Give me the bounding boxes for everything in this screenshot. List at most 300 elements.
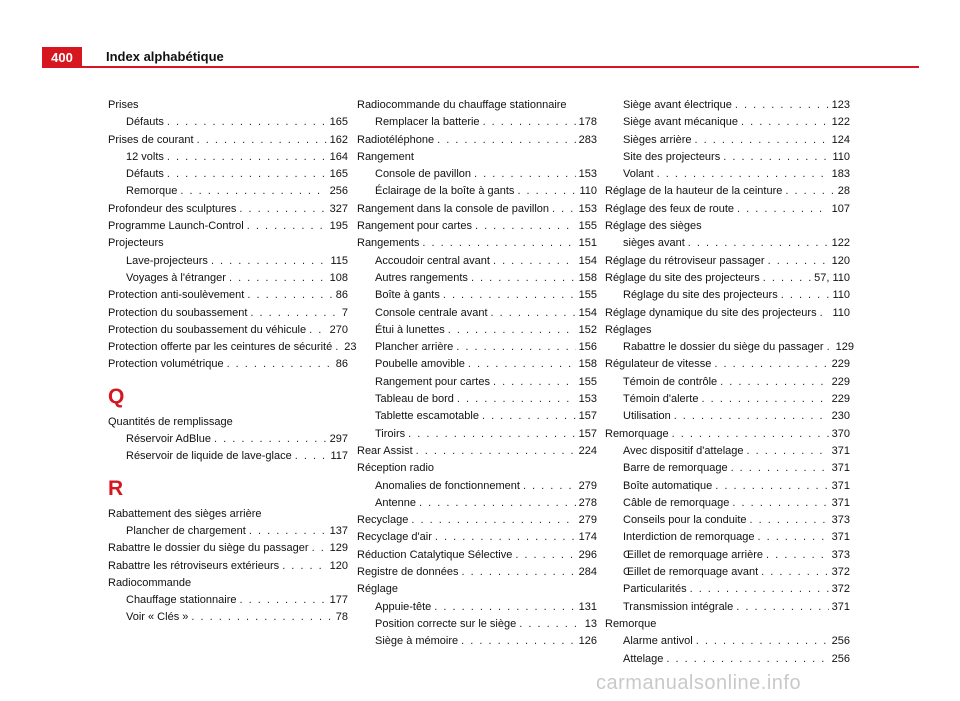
index-subentry — [605, 132, 850, 149]
dot-leader — [474, 166, 576, 183]
entry-page-ref: 86 — [335, 358, 348, 371]
index-subentry — [357, 426, 597, 443]
entry-label: Œillet de remorquage avant — [623, 566, 759, 579]
index-subentry — [357, 374, 597, 391]
index-subentry — [605, 235, 850, 252]
entry-label: Tablette escamotable — [375, 410, 479, 423]
entry-page-ref: 174 — [578, 531, 597, 544]
entry-page-ref: 371 — [831, 600, 850, 613]
index-heading: Remorque — [605, 617, 657, 630]
dot-leader — [763, 270, 811, 287]
dot-leader — [456, 339, 575, 356]
index-entry — [605, 201, 850, 218]
entry-page-ref: 373 — [831, 548, 850, 561]
entry-label: Protection du soubassement du véhicule — [108, 323, 307, 336]
entry-label: Sièges arrière — [623, 133, 692, 146]
entry-page-ref: 372 — [831, 583, 850, 596]
entry-label: Réduction Catalytique Sélective — [357, 548, 513, 561]
index-heading: Rangement — [357, 150, 414, 163]
dot-leader — [435, 529, 576, 546]
entry-label: Protection anti-soulèvement — [108, 289, 245, 302]
entry-label: Protection du soubassement — [108, 306, 248, 319]
dot-leader — [517, 183, 576, 200]
index-heading: Réception radio — [357, 462, 435, 475]
entry-label: Antenne — [375, 496, 416, 509]
index-heading: Prises — [108, 99, 139, 111]
entry-page-ref: 256 — [831, 652, 850, 665]
dot-leader — [493, 253, 576, 270]
index-entry — [605, 253, 850, 270]
entry-label: Lave-projecteurs — [126, 254, 208, 267]
index-entry — [357, 132, 597, 149]
index-subentry — [357, 633, 597, 650]
entry-page-ref: 120 — [329, 559, 348, 572]
page-number: 400 — [51, 50, 73, 65]
entry-label: Œillet de remorquage arrière — [623, 548, 764, 561]
entry-page-ref: 57, 110 — [814, 271, 850, 284]
entry-label: Boîte à gants — [375, 289, 440, 302]
entry-label: Particularités — [623, 583, 687, 596]
entry-label: Accoudoir central avant — [375, 254, 490, 267]
dot-leader — [515, 547, 575, 564]
entry-page-ref: 158 — [578, 358, 597, 371]
entry-label: Autres rangements — [375, 271, 468, 284]
entry-page-ref: 120 — [831, 254, 850, 267]
index-entry — [108, 339, 357, 356]
dot-leader — [672, 426, 829, 443]
entry-label: Avec dispositif d'attelage — [623, 444, 744, 457]
dot-leader — [696, 633, 829, 650]
entry-label: Réglage du rétroviseur passager — [605, 254, 765, 267]
index-column-2 — [357, 97, 597, 651]
entry-page-ref: 183 — [831, 168, 850, 181]
entry-label: Profondeur des sculptures — [108, 202, 237, 215]
entry-page-ref: 86 — [335, 289, 348, 302]
entry-page-ref: 126 — [578, 635, 597, 648]
entry-page-ref: 154 — [578, 306, 597, 319]
entry-label: Rear Assist — [357, 444, 413, 457]
dot-leader — [247, 287, 332, 304]
entry-page-ref: 122 — [831, 237, 850, 250]
index-subentry — [605, 391, 850, 408]
entry-label: Tableau de bord — [375, 393, 454, 406]
entry-page-ref: 373 — [831, 514, 850, 527]
entry-page-ref: 371 — [831, 462, 850, 475]
entry-label: sièges avant — [623, 237, 685, 250]
index-subentry — [357, 599, 597, 616]
entry-label: Console de pavillon — [375, 168, 472, 181]
dot-leader — [282, 558, 326, 575]
dot-leader — [736, 599, 828, 616]
index-subentry — [605, 599, 850, 616]
entry-label: Remorque — [126, 185, 178, 198]
index-subentry — [108, 448, 348, 465]
index-subentry — [605, 495, 850, 512]
entry-page-ref: 371 — [831, 496, 850, 509]
entry-label: Défauts — [126, 116, 164, 129]
dot-leader — [735, 97, 829, 114]
index-subentry — [357, 253, 597, 270]
index-entry — [605, 270, 850, 287]
dot-leader — [519, 616, 582, 633]
index-subentry — [605, 581, 850, 598]
entry-page-ref: 131 — [578, 600, 597, 613]
entry-label: Réservoir de liquide de lave-glace — [126, 450, 292, 463]
dot-leader — [419, 495, 576, 512]
entry-page-ref: 153 — [578, 168, 597, 181]
dot-leader — [457, 391, 576, 408]
entry-page-ref: 165 — [329, 116, 348, 129]
page-title: Index alphabétique — [106, 49, 224, 64]
entry-page-ref: 156 — [578, 341, 597, 354]
entry-page-ref: 178 — [578, 116, 597, 129]
dot-leader — [250, 305, 338, 322]
entry-page-ref: 164 — [329, 150, 348, 163]
entry-page-ref: 158 — [578, 271, 597, 284]
dot-leader — [312, 540, 327, 557]
index-subentry — [605, 149, 850, 166]
entry-label: Volant — [623, 168, 654, 181]
index-subentry — [605, 166, 850, 183]
entry-label: Conseils pour la conduite — [623, 514, 747, 527]
dot-leader — [191, 609, 332, 626]
index-entry — [357, 547, 597, 564]
index-subentry — [357, 270, 597, 287]
index-subentry — [357, 166, 597, 183]
dot-leader — [443, 287, 576, 304]
entry-page-ref: 129 — [835, 341, 854, 354]
entry-label: Chauffage stationnaire — [126, 594, 237, 607]
dot-leader — [167, 114, 327, 131]
entry-page-ref: 157 — [578, 427, 597, 440]
dot-leader — [761, 564, 829, 581]
entry-label: Transmission intégrale — [623, 600, 734, 613]
entry-page-ref: 107 — [831, 202, 850, 215]
entry-label: Étui à lunettes — [375, 323, 445, 336]
dot-leader — [657, 166, 829, 183]
entry-page-ref: 229 — [831, 393, 850, 406]
entry-page-ref: 108 — [329, 271, 348, 284]
entry-page-ref: 129 — [329, 542, 348, 555]
entry-label: Siège à mémoire — [375, 635, 459, 648]
entry-page-ref: 279 — [578, 479, 597, 492]
dot-leader — [471, 270, 576, 287]
entry-label: Éclairage de la boîte à gants — [375, 185, 515, 198]
entry-page-ref: 151 — [578, 237, 597, 250]
entry-label: Réglage de la hauteur de la ceinture — [605, 185, 783, 198]
entry-label: Réservoir AdBlue — [126, 433, 211, 446]
entry-page-ref: 327 — [329, 202, 348, 215]
entry-page-ref: 256 — [329, 185, 348, 198]
entry-label: Voyages à l'étranger — [126, 271, 226, 284]
entry-label: Témoin de contrôle — [623, 375, 718, 388]
entry-label: Remplacer la batterie — [375, 116, 480, 129]
index-subentry — [605, 478, 850, 495]
index-subentry — [605, 529, 850, 546]
dot-leader — [741, 114, 829, 131]
entry-label: Câble de remorquage — [623, 496, 730, 509]
entry-page-ref: 177 — [329, 594, 348, 607]
entry-page-ref: 154 — [578, 254, 597, 267]
dot-leader — [229, 270, 327, 287]
entry-page-ref: 155 — [578, 289, 597, 302]
dot-leader — [715, 478, 828, 495]
dot-leader — [747, 443, 829, 460]
entry-label: Protection offerte par les ceintures de sécurité — [108, 341, 333, 354]
index-subentry — [108, 592, 348, 609]
dot-leader — [820, 305, 830, 322]
entry-label: Registre de données — [357, 566, 459, 579]
dot-leader — [211, 253, 328, 270]
index-subentry — [357, 391, 597, 408]
index-entry — [357, 235, 597, 252]
index-subentry — [108, 114, 348, 131]
index-entry — [605, 356, 850, 373]
dot-leader — [552, 201, 576, 218]
dot-leader — [422, 235, 575, 252]
index-subentry — [605, 633, 850, 650]
entry-label: Rangements — [357, 237, 420, 250]
dot-leader — [461, 633, 575, 650]
page-header — [0, 0, 960, 68]
watermark: carmanualsonline.info — [596, 672, 802, 694]
index-subentry — [108, 523, 348, 540]
index-heading: Radiocommande — [108, 576, 192, 589]
dot-leader — [180, 183, 326, 200]
dot-leader — [827, 339, 833, 356]
index-entry — [357, 201, 597, 218]
index-heading: Projecteurs — [108, 237, 164, 250]
entry-page-ref: 372 — [831, 566, 850, 579]
entry-page-ref: 28 — [837, 185, 850, 198]
dot-leader — [167, 166, 327, 183]
entry-label: Programme Launch-Control — [108, 220, 244, 233]
entry-label: Console centrale avant — [375, 306, 488, 319]
index-subentry — [605, 460, 850, 477]
entry-label: Rabattre les rétroviseurs extérieurs — [108, 559, 280, 572]
entry-page-ref: 155 — [578, 220, 597, 233]
entry-label: Rabattre le dossier du siège du passager — [108, 542, 309, 555]
index-entry — [108, 287, 348, 304]
dot-leader — [491, 305, 576, 322]
index-subentry — [357, 305, 597, 322]
entry-page-ref: 155 — [578, 375, 597, 388]
entry-page-ref: 195 — [329, 220, 348, 233]
entry-label: Protection volumétrique — [108, 358, 224, 371]
entry-label: 12 volts — [126, 150, 164, 163]
index-subentry — [108, 183, 348, 200]
index-subentry — [605, 564, 850, 581]
entry-page-ref: 123 — [831, 99, 850, 111]
dot-leader — [434, 599, 575, 616]
index-subentry — [108, 431, 348, 448]
index-entry — [357, 218, 597, 235]
entry-page-ref: 122 — [831, 116, 850, 129]
entry-page-ref: 153 — [578, 393, 597, 406]
index-entry — [108, 305, 348, 322]
index-subentry — [108, 253, 348, 270]
entry-page-ref: 284 — [578, 566, 597, 579]
entry-page-ref: 283 — [578, 133, 597, 146]
index-heading: Rabattement des sièges arrière — [108, 507, 262, 520]
header-divider — [82, 66, 919, 68]
dot-leader — [335, 339, 341, 356]
entry-label: Site des projecteurs — [623, 150, 721, 163]
dot-leader — [475, 218, 576, 235]
index-subentry — [357, 616, 597, 633]
entry-page-ref: 229 — [831, 358, 850, 371]
dot-leader — [768, 253, 829, 270]
dot-leader — [448, 322, 576, 339]
entry-label: Remorquage — [605, 427, 669, 440]
entry-label: Poubelle amovible — [375, 358, 465, 371]
index-entry — [605, 426, 850, 443]
entry-page-ref: 230 — [831, 410, 850, 423]
entry-page-ref: 224 — [578, 444, 597, 457]
index-entry — [108, 218, 348, 235]
dot-leader — [214, 431, 327, 448]
index-subentry — [605, 97, 850, 114]
entry-label: Témoin d'alerte — [623, 393, 699, 406]
index-heading: Quantités de remplissage — [108, 415, 233, 428]
entry-page-ref: 270 — [329, 323, 348, 336]
entry-page-ref: 110 — [832, 306, 850, 319]
index-subentry — [605, 339, 854, 356]
entry-page-ref: 278 — [578, 496, 597, 509]
entry-label: Prises de courant — [108, 133, 194, 146]
page-number-badge — [42, 47, 82, 68]
index-column-1 — [108, 97, 357, 627]
entry-page-ref: 370 — [831, 427, 850, 440]
entry-label: Boîte automatique — [623, 479, 713, 492]
entry-page-ref: 152 — [578, 323, 597, 336]
index-entry — [357, 564, 597, 581]
entry-page-ref: 7 — [341, 306, 348, 319]
dot-leader — [197, 132, 327, 149]
entry-label: Réglage des feux de route — [605, 202, 735, 215]
dot-leader — [714, 356, 828, 373]
index-entry — [108, 201, 348, 218]
dot-leader — [167, 149, 327, 166]
index-subentry — [605, 512, 850, 529]
dot-leader — [468, 356, 576, 373]
dot-leader — [694, 132, 828, 149]
entry-label: Réglage du site des projecteurs — [623, 289, 778, 302]
entry-label: Attelage — [623, 652, 664, 665]
index-subentry — [357, 183, 597, 200]
entry-label: Rangement dans la console de pavillon — [357, 202, 550, 215]
dot-leader — [785, 183, 834, 200]
dot-leader — [247, 218, 327, 235]
dot-leader — [493, 374, 576, 391]
index-subentry — [357, 495, 597, 512]
dot-leader — [240, 592, 327, 609]
index-subentry — [357, 408, 597, 425]
entry-page-ref: 110 — [832, 289, 850, 302]
entry-label: Défauts — [126, 168, 164, 181]
dot-leader — [674, 408, 829, 425]
dot-leader — [309, 322, 327, 339]
index-subentry — [357, 356, 597, 373]
entry-page-ref: 115 — [330, 254, 348, 267]
entry-page-ref: 279 — [578, 514, 597, 527]
index-subentry — [605, 114, 850, 131]
entry-label: Anomalies de fonctionnement — [375, 479, 520, 492]
entry-page-ref: 110 — [579, 185, 597, 198]
index-entry — [605, 183, 850, 200]
entry-label: Rabattre le dossier du siège du passager — [623, 341, 824, 354]
entry-label: Utilisation — [623, 410, 671, 423]
entry-page-ref: 162 — [329, 133, 348, 146]
dot-leader — [483, 114, 576, 131]
dot-leader — [737, 201, 829, 218]
section-letter: Q — [108, 384, 125, 408]
index-entry — [108, 540, 348, 557]
dot-leader — [437, 132, 576, 149]
entry-label: Recyclage — [357, 514, 409, 527]
index-subentry — [108, 149, 348, 166]
index-entry — [108, 132, 348, 149]
dot-leader — [750, 512, 829, 529]
dot-leader — [408, 426, 575, 443]
entry-page-ref: 153 — [578, 202, 597, 215]
entry-page-ref: 78 — [335, 611, 348, 624]
index-entry — [357, 512, 597, 529]
index-subentry — [605, 374, 850, 391]
dot-leader — [731, 460, 829, 477]
entry-label: Plancher arrière — [375, 341, 454, 354]
entry-label: Barre de remorquage — [623, 462, 728, 475]
dot-leader — [701, 391, 828, 408]
section-letter: R — [108, 476, 124, 500]
index-column-3 — [605, 97, 854, 668]
index-heading: Réglage des sièges — [605, 220, 702, 233]
index-subentry — [357, 287, 597, 304]
index-heading: Réglage — [357, 583, 398, 596]
entry-page-ref: 124 — [831, 133, 850, 146]
entry-page-ref: 297 — [329, 433, 348, 446]
entry-page-ref: 229 — [831, 375, 850, 388]
dot-leader — [781, 287, 830, 304]
entry-label: Position correcte sur le siège — [375, 617, 517, 630]
dot-leader — [239, 201, 326, 218]
entry-page-ref: 13 — [584, 617, 597, 630]
dot-leader — [482, 408, 576, 425]
dot-leader — [295, 448, 328, 465]
index-entry — [108, 356, 348, 373]
entry-label: Régulateur de vitesse — [605, 358, 712, 371]
dot-leader — [227, 356, 333, 373]
entry-page-ref: 256 — [831, 635, 850, 648]
dot-leader — [766, 547, 829, 564]
index-subentry — [605, 443, 850, 460]
entry-page-ref: 137 — [329, 524, 348, 537]
index-entry — [605, 305, 850, 322]
entry-page-ref: 371 — [831, 444, 850, 457]
entry-label: Réglage du site des projecteurs — [605, 271, 760, 284]
dot-leader — [249, 523, 327, 540]
dot-leader — [732, 495, 828, 512]
index-subentry — [605, 287, 850, 304]
dot-leader — [690, 581, 829, 598]
entry-page-ref: 296 — [578, 548, 597, 561]
dot-leader — [462, 564, 576, 581]
index-heading: Réglages — [605, 323, 652, 336]
dot-leader — [688, 235, 829, 252]
index-entry — [108, 558, 348, 575]
entry-page-ref: 110 — [832, 150, 850, 163]
dot-leader — [523, 478, 576, 495]
